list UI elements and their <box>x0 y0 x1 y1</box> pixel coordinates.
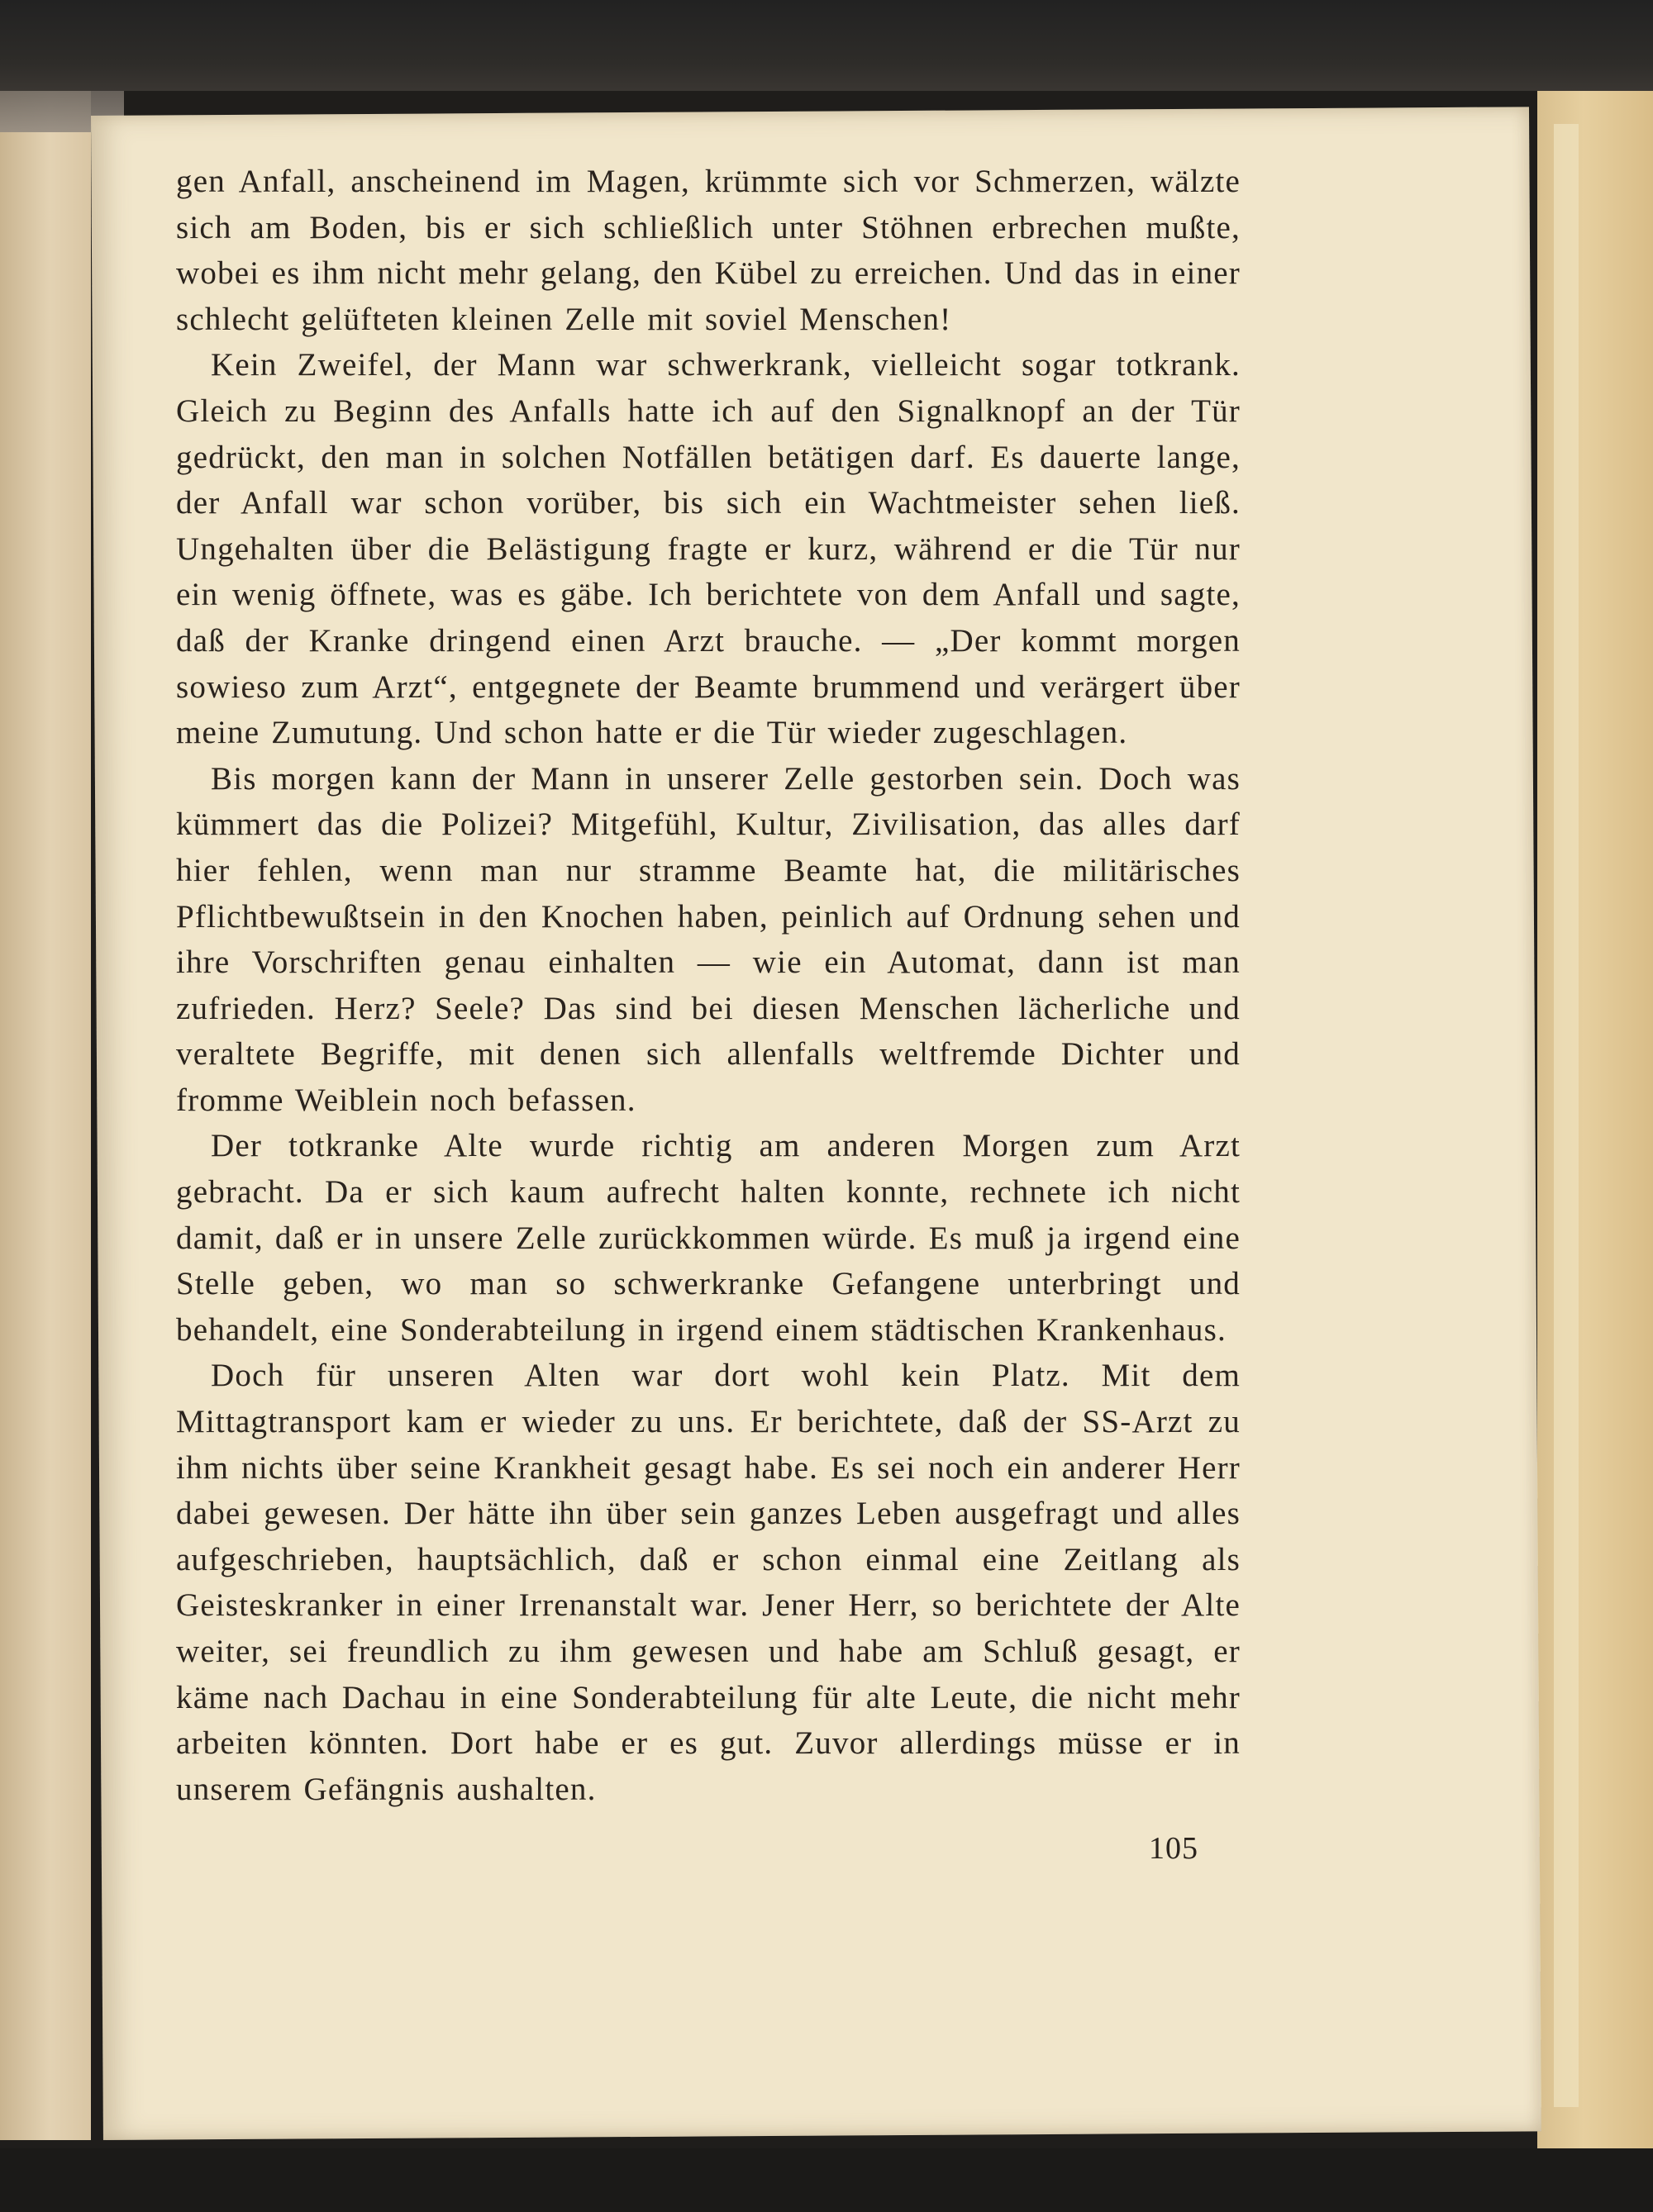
body-text <box>176 159 1241 1812</box>
page-number: 105 <box>1149 1831 1198 1866</box>
scan-background-top <box>0 0 1653 91</box>
paragraph-2: Kein Zweifel, der Mann war schwerkrank, vielleicht sogar totkrank. Gleich zu Beginn des Anfalls hatte ich auf den Signalknopf an der Tür gedrückt, den man in solchen Notfällen betätigen darf. Es dauerte lange, der Anfall war schon vorüber, bis sich ein Wachtmeister sehen ließ. Ungehalten über die Belästigung fragte er kurz, während er die Tür nur ein wenig öffnete, was es gäbe. Ich berichtete von dem Anfall und sagte, daß der Kranke dringend einen Arzt brauche. — „Der kommt morgen sowieso zum Arzt“, entgegnete der Beamte brummend und verärgert über meine Zumutung. Und schon hatte er die Tür wieder zugeschlagen. <box>176 347 1241 751</box>
paragraph-4: Der totkranke Alte wurde richtig am anderen Morgen zum Arzt gebracht. Da er sich kaum aufrecht halten konnte, rechnete ich nicht damit, daß er in unsere Zelle zurückkommen würde. Es muß ja irgend eine Stelle geben, wo man so schwerkranke Gefangene unterbringt und behandelt, eine Sonderabteilung in irgend einem städtischen Krankenhaus. <box>176 1128 1241 1348</box>
paragraph-3: Bis morgen kann der Mann in unserer Zelle gestorben sein. Doch was kümmert das die Polizei? Mitgefühl, Kultur, Zivilisation, das alles darf hier fehlen, wenn man nur stramme Beamte hat, die militärisches Pflichtbewußtsein in den Knochen haben, peinlich auf Ordnung sehen und ihre Vorschriften genau einhalten — wie ein Automat, dann ist man zufrieden. Herz? Seele? Das sind bei diesen Menschen lächerliche und veraltete Begriffe, mit denen sich allenfalls weltfremde Dichter und fromme Weiblein noch befassen. <box>176 760 1241 1118</box>
paragraph-1: gen Anfall, anscheinend im Magen, krümmte sich vor Schmerzen, wälzte sich am Boden, bis er sich schließlich unter Stöhnen erbrechen mußte, wobei es ihm nicht mehr gelang, den Kübel zu erreichen. Und das in einer schlecht gelüfteten kleinen Zelle mit soviel Menschen! <box>176 164 1241 337</box>
facing-page-edge <box>0 91 91 2140</box>
scan-background-bottom <box>0 2148 1653 2212</box>
paragraph-5: Doch für unseren Alten war dort wohl kein Platz. Mit dem Mittagtransport kam er wieder zu uns. Er berichtete, daß der SS-Arzt zu ihm nichts über seine Krankheit gesagt habe. Es sei noch ein anderer Herr dabei gewesen. Der hätte ihn über sein ganzes Leben ausgefragt und alles aufgeschrieben, hauptsächlich, daß er schon einmal eine Zeitlang als Geisteskranker in einer Irrenanstalt war. Jener Herr, so berichtete der Alte weiter, sei freundlich zu ihm gewesen und habe am Schluß gesagt, er käme nach Dachau in eine Sonderabteilung für alte Leute, die nicht mehr arbeiten könnten. Dort habe er es gut. Zuvor allerdings müsse er in unserem Gefängnis aushalten. <box>176 1358 1241 1807</box>
page-stack-edge <box>1554 124 1579 2107</box>
